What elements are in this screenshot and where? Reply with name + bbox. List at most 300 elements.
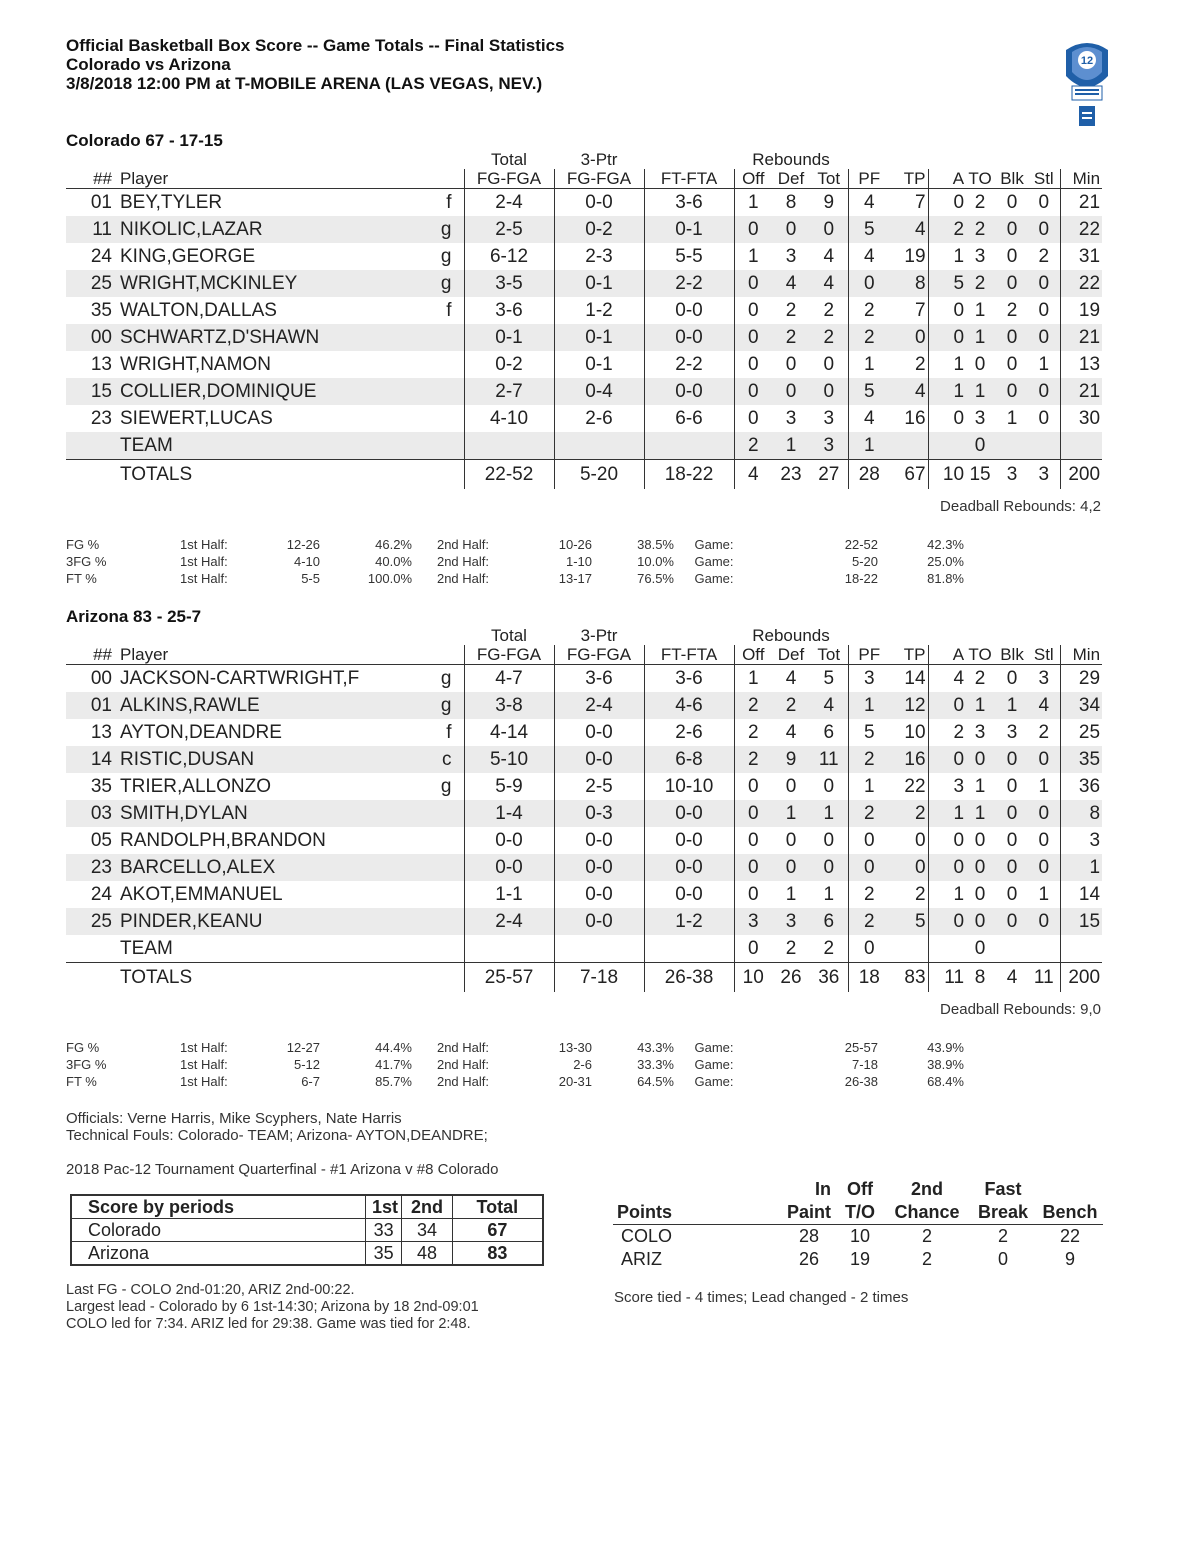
- stat-cell: 2: [785, 299, 797, 321]
- total-cell: 28: [848, 460, 890, 490]
- header-cell: [430, 150, 464, 169]
- stat-cell: 1-4: [464, 800, 554, 827]
- points-header: Points: [617, 1202, 673, 1222]
- stat-cell: 0: [964, 854, 996, 881]
- stat-cell: 1-1: [464, 881, 554, 908]
- stat-cell: 2: [974, 667, 986, 689]
- header-cell: [1028, 626, 1060, 645]
- pct-cell: 1st Half:: [180, 571, 228, 586]
- score-tied-note: Score tied - 4 times; Lead changed - 2 times: [614, 1289, 909, 1306]
- game-date-venue: 3/8/2018 12:00 PM at T-MOBILE ARENA (LAS VEGAS, NEV.): [66, 74, 543, 93]
- pct-cell: FT %: [66, 571, 97, 586]
- totals-row: [66, 963, 1102, 993]
- stat-cell: 25: [1060, 719, 1102, 746]
- stat-cell: 0-1: [554, 324, 644, 351]
- pct-cell: 43.3%: [637, 1040, 674, 1055]
- pct-cell: 100.0%: [367, 571, 412, 586]
- stat-cell: 4: [785, 667, 797, 689]
- stat-cell: f: [446, 191, 452, 213]
- pct-cell: 2nd Half:: [436, 571, 490, 586]
- period-cell: 35: [365, 1242, 401, 1266]
- stat-cell: 2: [848, 297, 890, 324]
- period-row: [71, 1242, 543, 1266]
- stat-cell: 0: [1028, 746, 1060, 773]
- pct-cell: 46.2%: [375, 537, 412, 552]
- stat-cell: 0: [1038, 407, 1050, 429]
- header-cell: [996, 150, 1028, 169]
- stat-cell: 0: [996, 800, 1028, 827]
- stat-cell: 0: [974, 883, 986, 905]
- stat-cell: 25: [66, 908, 112, 935]
- header-cell: [430, 626, 464, 645]
- stat-cell: 24: [90, 883, 112, 905]
- stat-cell: 2-4: [464, 189, 554, 217]
- stat-cell: 0: [848, 270, 890, 297]
- header-cell: [928, 626, 964, 645]
- stat-cell: 2: [823, 937, 835, 959]
- stat-cell: 3: [974, 721, 986, 743]
- column-header: TP: [890, 645, 928, 665]
- stat-cell: 0-0: [554, 827, 644, 854]
- stat-cell: 1: [928, 881, 964, 908]
- column-header: Min: [1060, 645, 1102, 665]
- player-row: [66, 881, 1102, 908]
- pct-cell: Game:: [694, 571, 734, 586]
- stat-cell: 0: [734, 297, 772, 324]
- total-cell: 23: [772, 460, 810, 490]
- stat-cell: 7: [914, 299, 926, 321]
- pct-cell: 64.5%: [637, 1074, 674, 1089]
- points-header: Chance: [894, 1202, 960, 1222]
- header-cell: Total: [491, 626, 527, 645]
- header-cell: [112, 150, 430, 169]
- pct-cell: 22-52: [844, 537, 878, 552]
- stat-cell: 9: [823, 191, 835, 213]
- stat-cell: 0: [1006, 829, 1018, 851]
- stat-cell: 0: [928, 908, 964, 935]
- stat-cell: 0: [996, 378, 1028, 405]
- total-cell: 18: [848, 963, 890, 993]
- last-fg: Last FG - COLO 2nd-01:20, ARIZ 2nd-00:22.: [66, 1282, 355, 1298]
- stat-cell: 2: [810, 324, 848, 351]
- stat-cell: 35: [1060, 746, 1102, 773]
- stat-cell: c: [430, 746, 464, 773]
- stat-cell: 0: [1028, 908, 1060, 935]
- pct-cell: 1st Half:: [180, 1040, 228, 1055]
- stat-cell: 23: [90, 407, 112, 429]
- stat-cell: 2-6: [554, 405, 644, 432]
- stat-cell: 1: [734, 189, 772, 217]
- pct-cell: 4-10: [293, 554, 320, 569]
- officials: Officials: Verne Harris, Mike Scyphers, Nate Harris: [66, 1110, 402, 1127]
- stat-cell: 2-2: [644, 351, 734, 378]
- pct-cell: 1st Half:: [180, 1074, 228, 1089]
- stat-cell: 2: [823, 299, 835, 321]
- stat-cell: 34: [1060, 692, 1102, 719]
- points-header: [1037, 1178, 1103, 1201]
- period-cell: 34: [402, 1219, 452, 1242]
- stat-cell: 0: [1006, 353, 1018, 375]
- stat-cell: 0: [914, 829, 926, 851]
- stat-cell: 3-6: [464, 297, 554, 324]
- stat-cell: 13: [90, 353, 112, 375]
- points-cell: 0: [997, 1249, 1008, 1269]
- player-row: [66, 854, 1102, 881]
- stat-cell: 3: [1006, 721, 1018, 743]
- stat-cell: 0: [974, 937, 986, 959]
- stat-cell: 03: [66, 800, 112, 827]
- stat-cell: 16: [904, 407, 926, 429]
- stat-cell: 1: [974, 299, 986, 321]
- total-cell: TOTALS: [112, 963, 430, 993]
- stat-cell: 2: [734, 719, 772, 746]
- rebounds-header: Rebounds: [752, 150, 830, 169]
- stat-cell: [554, 432, 644, 460]
- stat-cell: [430, 432, 464, 460]
- total-cell: 15: [964, 460, 996, 490]
- stat-cell: 0-0: [554, 746, 644, 773]
- points-cell: 22: [1059, 1226, 1081, 1246]
- player-name: RISTIC,DUSAN: [112, 746, 430, 773]
- column-header: Def: [772, 645, 810, 665]
- stat-cell: [996, 432, 1028, 460]
- column-header: Stl: [1028, 169, 1060, 189]
- stat-cell: 0: [928, 746, 964, 773]
- pct-cell: 2nd Half:: [436, 1040, 490, 1055]
- column-header: FT-FTA: [644, 169, 734, 189]
- player-name: NIKOLIC,LAZAR: [112, 216, 430, 243]
- points-header: Paint: [786, 1202, 831, 1222]
- stat-cell: 0: [772, 854, 810, 881]
- stat-cell: 2: [928, 216, 964, 243]
- stat-cell: 0: [996, 270, 1028, 297]
- stat-cell: 0: [1006, 883, 1018, 905]
- stat-cell: 0: [928, 854, 964, 881]
- stat-cell: 0: [772, 378, 810, 405]
- pct-cell: Game:: [694, 1040, 734, 1055]
- stat-cell: 3-6: [554, 665, 644, 693]
- header-cell: [890, 150, 928, 169]
- stat-cell: 0-0: [644, 378, 734, 405]
- pct-cell: 42.3%: [927, 537, 964, 552]
- period-cell: Arizona: [71, 1242, 365, 1266]
- arizona-title: Arizona 83 - 25-7: [66, 607, 202, 626]
- stat-cell: [430, 854, 464, 881]
- header-cell: [928, 150, 964, 169]
- stat-cell: [66, 935, 112, 963]
- stat-cell: 2: [848, 324, 890, 351]
- player-name: WRIGHT,NAMON: [120, 353, 271, 375]
- stat-cell: 3-6: [644, 665, 734, 693]
- stat-cell: 1: [848, 692, 890, 719]
- stat-cell: 2-6: [644, 719, 734, 746]
- pct-cell: FG %: [66, 1040, 100, 1055]
- column-header: FG-FGA: [464, 645, 554, 665]
- periods-header: Score by periods: [71, 1195, 365, 1219]
- stat-cell: 2: [1038, 721, 1050, 743]
- largest-lead: Largest lead - Colorado by 6 1st-14:30; Arizona by 18 2nd-09:01: [66, 1299, 479, 1315]
- stat-cell: 3: [1060, 827, 1102, 854]
- player-name: RANDOLPH,BRANDON: [120, 829, 326, 851]
- technical-fouls: Technical Fouls: Colorado- TEAM; Arizona- AYTON,DEANDRE;: [66, 1127, 488, 1144]
- stat-cell: g: [440, 775, 452, 797]
- periods-header: 1st: [365, 1195, 401, 1219]
- stat-cell: 4-6: [644, 692, 734, 719]
- stat-cell: [644, 935, 734, 963]
- colorado-deadball: Deadball Rebounds: 4,2: [940, 498, 1101, 515]
- stat-cell: 0: [785, 775, 797, 797]
- pct-cell: 13-17: [558, 571, 592, 586]
- stat-cell: 6-12: [464, 243, 554, 270]
- stat-cell: 4: [785, 721, 797, 743]
- player-name: AKOT,EMMANUEL: [120, 883, 283, 905]
- stat-cell: 5: [848, 719, 890, 746]
- stat-cell: 0: [734, 800, 772, 827]
- player-name: TRIER,ALLONZO: [120, 775, 271, 797]
- total-cell: 27: [810, 460, 848, 490]
- total-cell: 4: [996, 963, 1028, 993]
- stat-cell: 21: [1060, 189, 1102, 217]
- stat-cell: 0: [734, 351, 772, 378]
- report-title: Official Basketball Box Score -- Game Totals -- Final Statistics: [66, 36, 565, 55]
- stat-cell: 35: [90, 775, 112, 797]
- stat-cell: 1-2: [554, 297, 644, 324]
- stat-cell: 0: [734, 378, 772, 405]
- stat-cell: 0-0: [554, 189, 644, 217]
- pct-cell: 3FG %: [66, 554, 107, 569]
- stat-cell: 2: [734, 692, 772, 719]
- column-header: A: [928, 645, 964, 665]
- pct-cell: 6-7: [301, 1074, 320, 1089]
- stat-cell: 0: [810, 854, 848, 881]
- stat-cell: 4: [848, 189, 890, 217]
- stat-cell: 0-0: [644, 854, 734, 881]
- pct-cell: Game:: [694, 537, 734, 552]
- player-row: [66, 297, 1102, 324]
- stat-cell: 1: [974, 775, 986, 797]
- stat-cell: 4: [890, 216, 928, 243]
- header-cell: [66, 150, 112, 169]
- pct-cell: 12-26: [286, 537, 320, 552]
- stat-cell: 4-7: [464, 665, 554, 693]
- stat-cell: [1060, 935, 1102, 963]
- stat-cell: 1: [928, 243, 964, 270]
- column-header: Tot: [810, 645, 848, 665]
- pct-cell: 12-27: [286, 1040, 320, 1055]
- column-header: Blk: [996, 169, 1028, 189]
- report-header: [66, 36, 565, 93]
- periods-header: 2nd: [402, 1195, 452, 1219]
- stat-cell: 1: [964, 324, 996, 351]
- pct-cell: 18-22: [844, 571, 878, 586]
- stat-cell: 3: [974, 407, 986, 429]
- stat-cell: 15: [1060, 908, 1102, 935]
- header-cell: [1060, 626, 1102, 645]
- stat-cell: [928, 935, 964, 963]
- stat-cell: 2: [772, 324, 810, 351]
- player-name: TEAM: [120, 937, 173, 959]
- stat-cell: 4-14: [464, 719, 554, 746]
- stat-cell: 0: [1006, 667, 1018, 689]
- stat-cell: 0: [848, 827, 890, 854]
- stat-cell: 0: [810, 216, 848, 243]
- stat-cell: 0: [996, 908, 1028, 935]
- pct-cell: 1-10: [565, 554, 592, 569]
- arizona-shooting-pct: [66, 1039, 964, 1090]
- stat-cell: 0-0: [644, 827, 734, 854]
- stat-cell: 22: [1060, 270, 1102, 297]
- game-flow-notes: [66, 1282, 479, 1333]
- total-cell: 25-57: [464, 963, 554, 993]
- stat-cell: 1: [734, 665, 772, 693]
- points-cell: ARIZ: [621, 1249, 663, 1269]
- stat-cell: 12: [890, 692, 928, 719]
- stat-cell: 2: [848, 800, 890, 827]
- stat-cell: 1: [772, 432, 810, 460]
- stat-cell: 0: [823, 775, 835, 797]
- stat-cell: 0: [890, 854, 928, 881]
- stat-cell: 0: [996, 324, 1028, 351]
- player-name: JACKSON-CARTWRIGHT,F: [120, 667, 360, 689]
- pct-row: [66, 536, 964, 553]
- total-cell: 3: [996, 460, 1028, 490]
- header-cell: 3-Ptr: [580, 626, 618, 645]
- column-header: Blk: [996, 645, 1028, 665]
- points-cell: 28: [798, 1226, 819, 1246]
- total-cell: 83: [890, 963, 928, 993]
- colorado-box-score: [66, 150, 1102, 489]
- total-cell: 11: [1028, 963, 1060, 993]
- colorado-title: Colorado 67 - 17-15: [66, 131, 223, 150]
- stat-cell: 2: [964, 270, 996, 297]
- column-header: Tot: [810, 169, 848, 189]
- stat-cell: [430, 405, 464, 432]
- header-cell: [848, 626, 890, 645]
- stat-cell: 00: [90, 667, 112, 689]
- stat-cell: 1-2: [644, 908, 734, 935]
- pct-cell: 2-6: [573, 1057, 592, 1072]
- stat-cell: 0: [1006, 775, 1018, 797]
- periods-header: Total: [452, 1195, 543, 1219]
- stat-cell: 1: [848, 351, 890, 378]
- player-name: WRIGHT,MCKINLEY: [112, 270, 430, 297]
- header-cell: [644, 626, 734, 645]
- stat-cell: 5-10: [464, 746, 554, 773]
- stat-cell: 7: [914, 191, 926, 213]
- stat-cell: 0-0: [554, 881, 644, 908]
- points-cell: COLO: [621, 1226, 673, 1246]
- column-header: TP: [890, 169, 928, 189]
- pct-cell: 76.5%: [637, 571, 674, 586]
- stat-cell: 1: [734, 243, 772, 270]
- stat-cell: [1028, 432, 1060, 460]
- total-cell: 8: [964, 963, 996, 993]
- stat-cell: 2: [734, 432, 772, 460]
- player-row: [66, 378, 1102, 405]
- total-cell: 200: [1060, 460, 1102, 490]
- pct-cell: 81.8%: [927, 571, 964, 586]
- stat-cell: 2-4: [554, 692, 644, 719]
- player-row: [66, 243, 1102, 270]
- pct-cell: 10-26: [558, 537, 592, 552]
- officials-block: [66, 1110, 488, 1144]
- pct-cell: 41.7%: [375, 1057, 412, 1072]
- stat-cell: 1: [964, 800, 996, 827]
- stat-cell: g: [430, 216, 464, 243]
- stat-cell: 8: [1060, 800, 1102, 827]
- points-cell: 2: [921, 1226, 932, 1246]
- points-header: [613, 1178, 755, 1201]
- pct-cell: 5-12: [293, 1057, 320, 1072]
- column-header: A: [928, 169, 964, 189]
- total-cell: 4: [734, 460, 772, 490]
- stat-cell: 0: [974, 353, 986, 375]
- stat-cell: [996, 935, 1028, 963]
- points-cell: 19: [849, 1249, 871, 1269]
- stat-cell: 23: [66, 854, 112, 881]
- stat-cell: 1: [964, 692, 996, 719]
- pct-row: [66, 1056, 964, 1073]
- stat-cell: 0: [734, 324, 772, 351]
- stat-cell: 2: [734, 746, 772, 773]
- points-header: Off: [847, 1179, 873, 1199]
- header-cell: [964, 150, 996, 169]
- stat-cell: 2-2: [644, 270, 734, 297]
- column-header: Player: [112, 169, 430, 189]
- stat-cell: 1: [996, 692, 1028, 719]
- period-cell: 67: [452, 1219, 543, 1242]
- stat-cell: [430, 881, 464, 908]
- stat-cell: 0: [964, 746, 996, 773]
- header-cell: [1060, 150, 1102, 169]
- pct-cell: 2nd Half:: [436, 1057, 490, 1072]
- stat-cell: 2-5: [464, 216, 554, 243]
- pct-cell: 26-38: [844, 1074, 878, 1089]
- points-header: 2nd: [910, 1179, 943, 1199]
- column-header: Off: [734, 645, 772, 665]
- total-cell: [66, 460, 112, 490]
- total-cell: [66, 963, 112, 993]
- stat-cell: 2: [785, 937, 797, 959]
- total-cell: 200: [1060, 963, 1102, 993]
- stat-cell: 0-1: [554, 270, 644, 297]
- stat-cell: 0: [785, 353, 797, 375]
- pac12-tournament-logo-icon: [1058, 36, 1116, 132]
- stat-cell: [430, 935, 464, 963]
- stat-cell: f: [446, 299, 452, 321]
- stat-cell: 0: [734, 773, 772, 800]
- totals-row: [66, 460, 1102, 490]
- pct-cell: 7-18: [851, 1057, 878, 1072]
- stat-cell: 15: [66, 378, 112, 405]
- stat-cell: 0: [928, 405, 964, 432]
- player-name: BEY,TYLER: [120, 191, 223, 213]
- pct-cell: 25.0%: [927, 554, 964, 569]
- player-name: SIEWERT,LUCAS: [120, 407, 273, 429]
- points-header: T/O: [845, 1202, 875, 1222]
- pct-cell: 38.9%: [927, 1057, 964, 1072]
- stat-cell: 05: [90, 829, 112, 851]
- player-row: [66, 773, 1102, 800]
- pct-cell: 20-31: [558, 1074, 592, 1089]
- stat-cell: 1: [964, 378, 996, 405]
- stat-cell: 5-5: [644, 243, 734, 270]
- stat-cell: [464, 935, 554, 963]
- period-row: [71, 1219, 543, 1242]
- pct-cell: 10.0%: [637, 554, 674, 569]
- stat-cell: 9: [772, 746, 810, 773]
- stat-cell: 0-0: [464, 854, 554, 881]
